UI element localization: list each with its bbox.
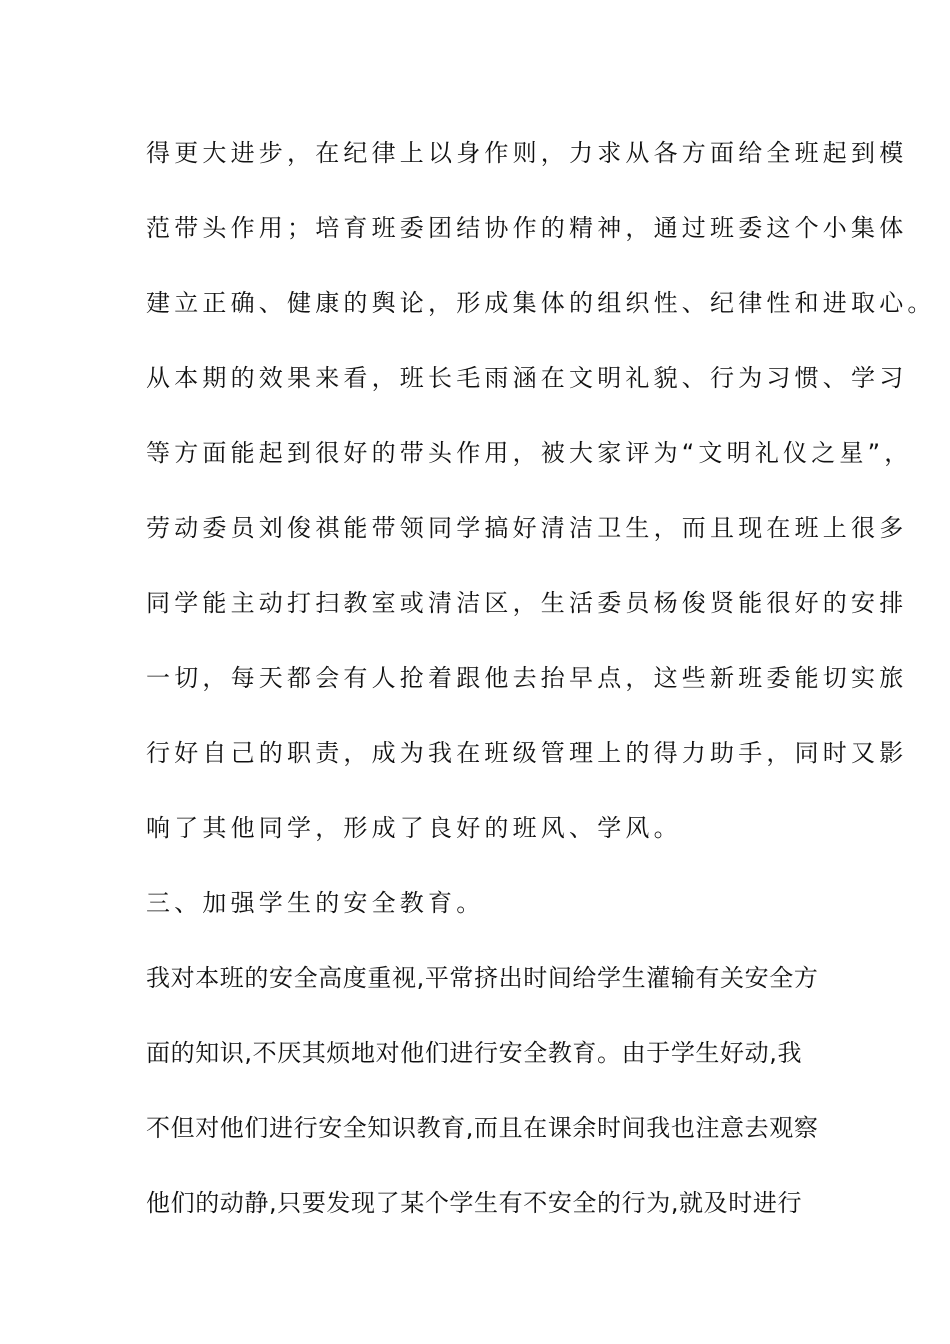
paragraph-line: 得更大进步，在纪律上以身作则，力求从各方面给全班起到模 <box>146 139 908 167</box>
paragraph-line: 不但对他们进行安全知识教育,而且在课余时间我也注意去观察 <box>146 1114 819 1142</box>
paragraph-line: 一切，每天都会有人抢着跟他去抬早点，这些新班委能切实旅 <box>146 664 908 692</box>
section-heading: 三、加强学生的安全教育。 <box>146 889 485 917</box>
paragraph-line: 响了其他同学，形成了良好的班风、学风。 <box>146 814 682 842</box>
paragraph-line: 我对本班的安全高度重视,平常挤出时间给学生灌输有关安全方 <box>146 964 819 992</box>
paragraph-line: 建立正确、健康的舆论，形成集体的组织性、纪律性和进取心。 <box>146 289 936 317</box>
paragraph-line: 范带头作用；培育班委团结协作的精神，通过班委这个小集体 <box>146 214 908 242</box>
paragraph-line: 他们的动静,只要发现了某个学生有不安全的行为,就及时进行 <box>146 1189 803 1217</box>
document-body <box>146 131 936 1256</box>
paragraph-line: 行好自己的职责，成为我在班级管理上的得力助手，同时又影 <box>146 739 908 767</box>
paragraph-line: 从本期的效果来看，班长毛雨涵在文明礼貌、行为习惯、学习 <box>146 364 908 392</box>
paragraph-line: 同学能主动打扫教室或清洁区，生活委员杨俊贤能很好的安排 <box>146 589 908 617</box>
paragraph-line: 面的知识,不厌其烦地对他们进行安全教育。由于学生好动,我 <box>146 1039 803 1067</box>
paragraph-line: 劳动委员刘俊祺能带领同学搞好清洁卫生，而且现在班上很多 <box>146 514 908 542</box>
paragraph-line: 等方面能起到很好的带头作用，被大家评为“文明礼仪之星”， <box>146 439 913 467</box>
